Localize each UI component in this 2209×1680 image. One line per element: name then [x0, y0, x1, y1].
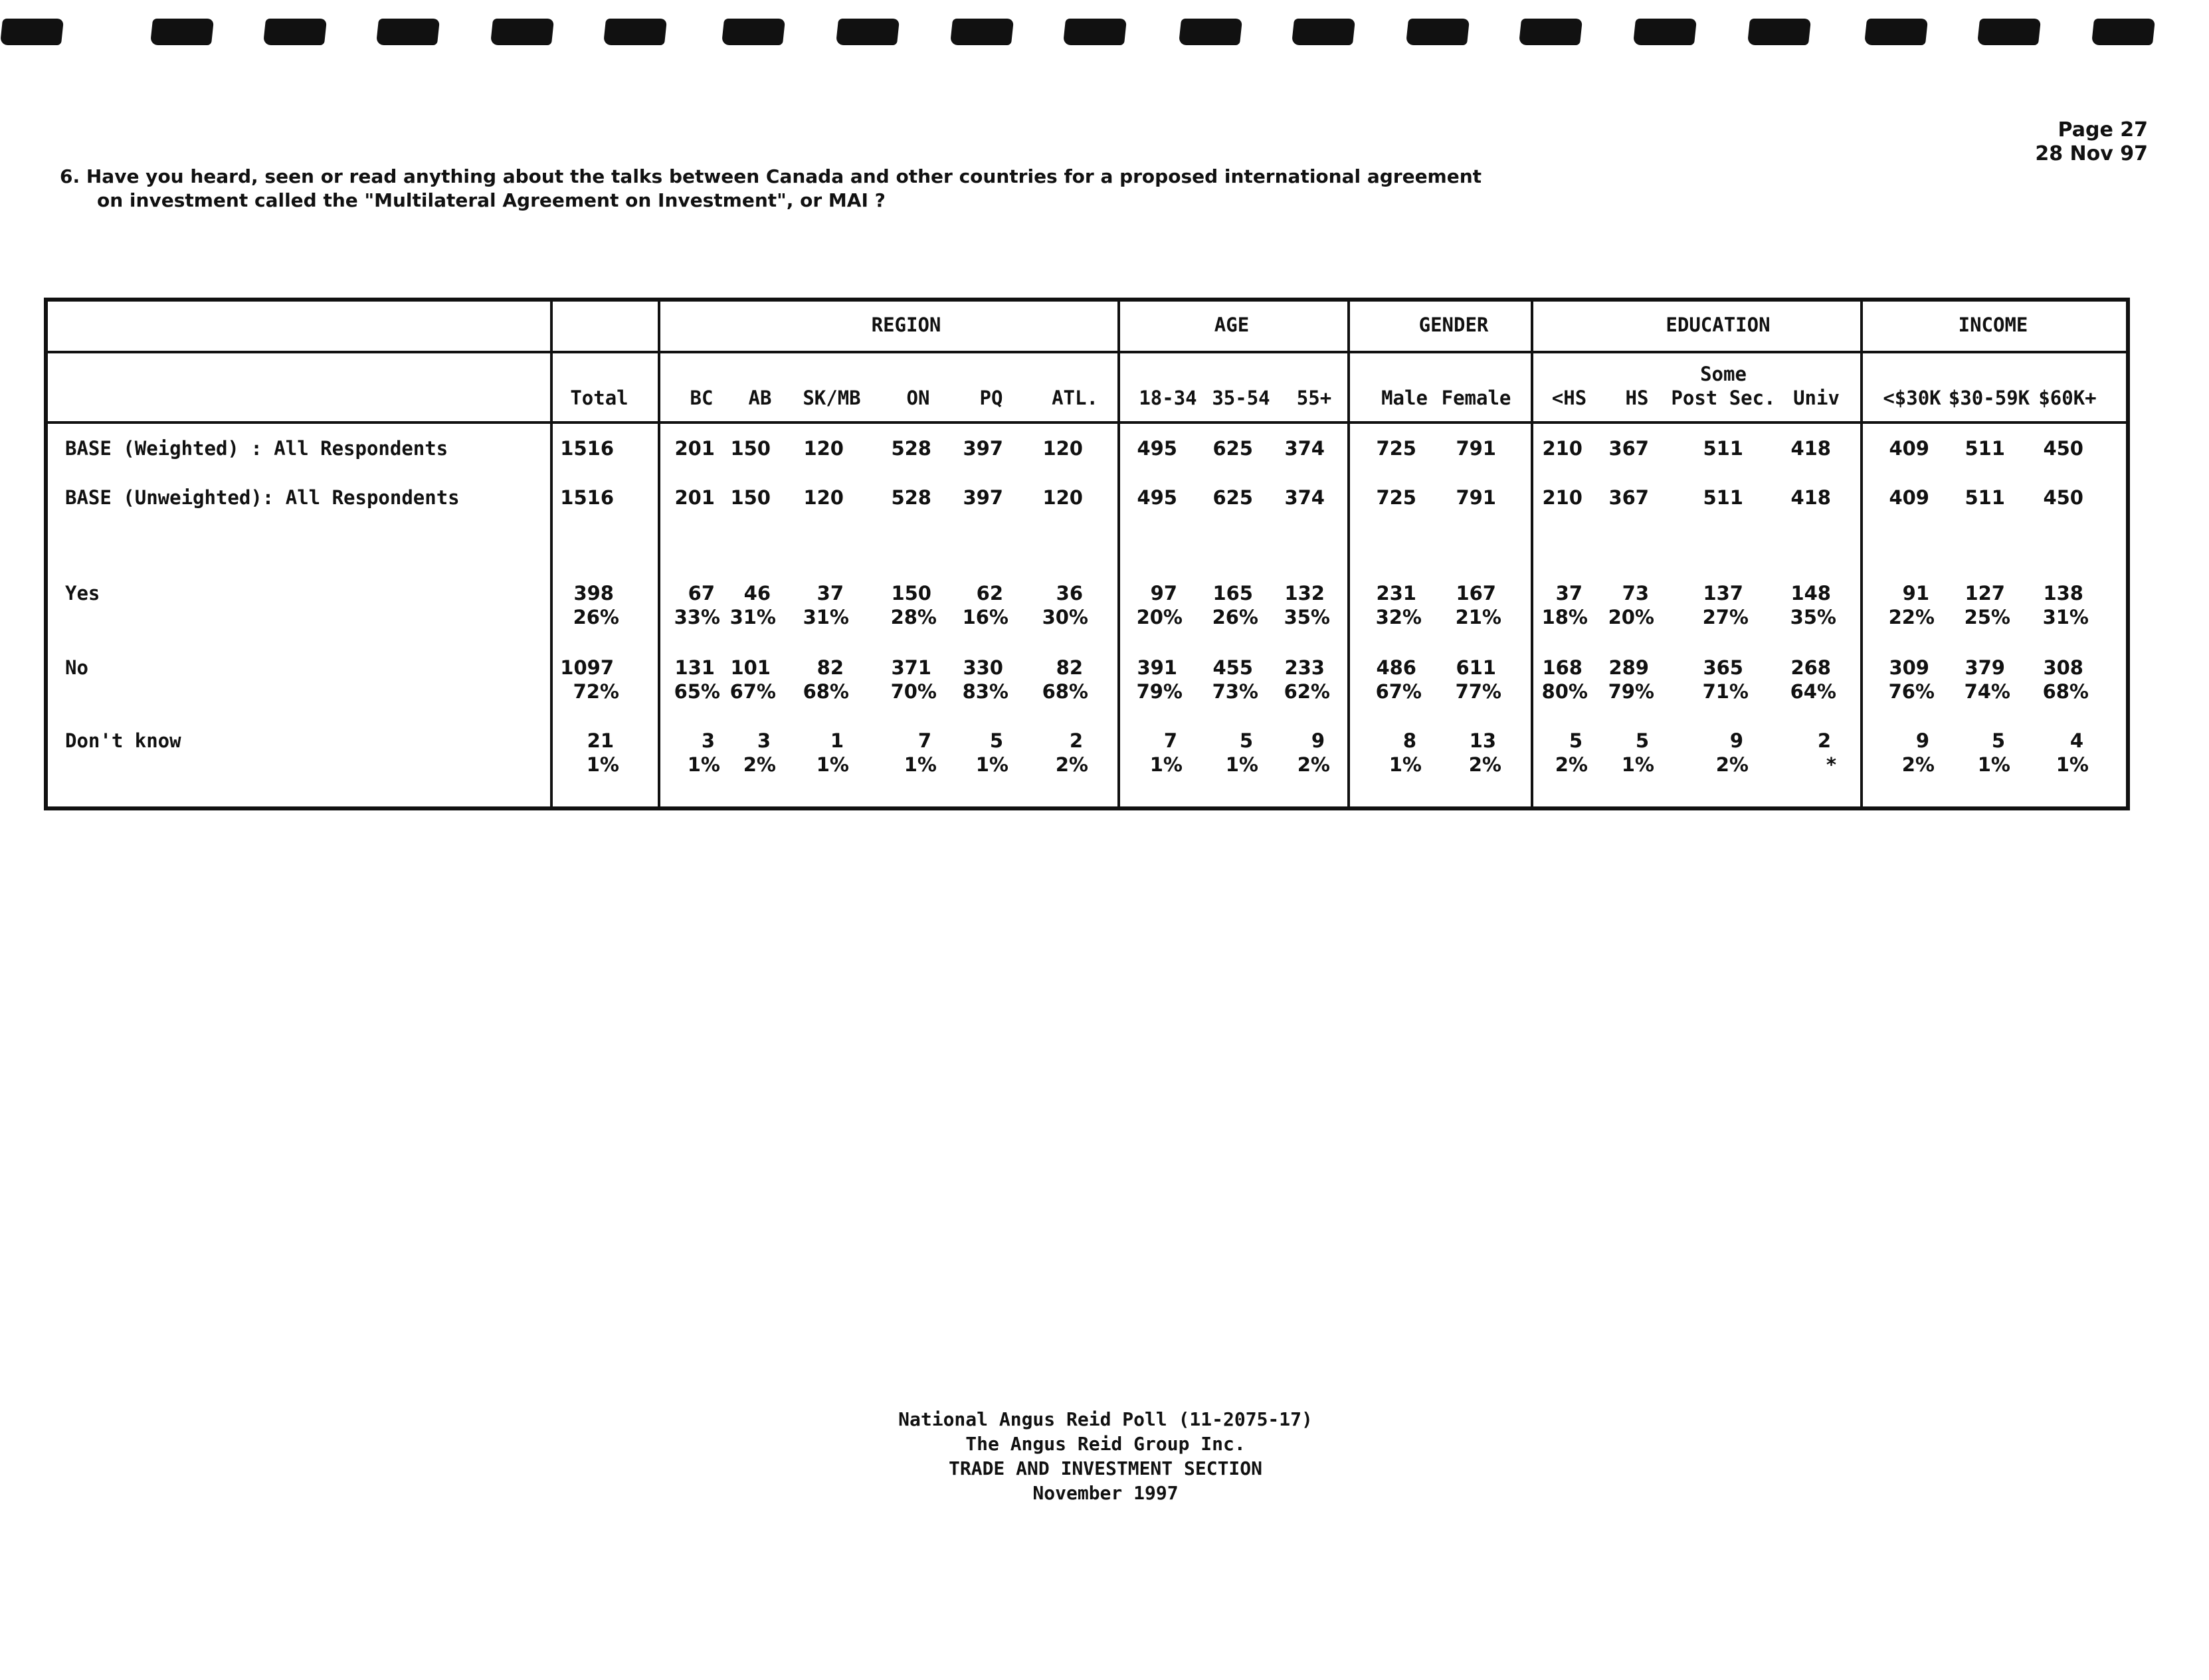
question-text [60, 165, 1482, 213]
answer-count-cell: 611 [1456, 656, 1496, 679]
answer-percent-cell: 16% [962, 606, 1008, 628]
answer-percent-cell: 21% [1455, 606, 1501, 628]
base-row-cell: 120 [803, 437, 844, 460]
col-header-bc: BC [690, 387, 714, 409]
answer-count-cell: 9 [1311, 729, 1325, 752]
footer-date: November 1997 [1032, 1482, 1179, 1504]
question-line-2: on investment called the "Multilateral Agreement on Investment", or MAI ? [97, 189, 886, 211]
page-date: 28 Nov 97 [2035, 142, 2148, 165]
answer-count-cell: 309 [1889, 656, 1929, 679]
base-row-cell: 791 [1456, 486, 1496, 509]
answer-row-label: No [65, 656, 88, 679]
col-header-lt-30k: <$30K [1883, 387, 1941, 409]
answer-percent-cell: 20% [1608, 606, 1654, 628]
answer-percent-cell: 68% [1042, 680, 1088, 703]
answer-percent-cell: 33% [674, 606, 720, 628]
answer-percent-cell: 32% [1375, 606, 1422, 628]
group-header-gender: GENDER [1418, 314, 1489, 336]
base-row-cell: 450 [2043, 437, 2083, 460]
answer-count-cell: 138 [2043, 582, 2083, 605]
answer-percent-cell: 68% [803, 680, 849, 703]
answer-percent-cell: 2% [1297, 753, 1330, 776]
answer-percent-cell: 64% [1790, 680, 1836, 703]
answer-percent-cell: 35% [1284, 606, 1330, 628]
col-header-male: Male [1381, 387, 1428, 409]
answer-percent-cell: 22% [1888, 606, 1935, 628]
answer-count-cell: 231 [1376, 582, 1416, 605]
answer-count-cell: 37 [1555, 582, 1583, 605]
answer-percent-cell: 83% [962, 680, 1008, 703]
answer-count-cell: 7 [917, 729, 931, 752]
answer-count-cell: 4 [2069, 729, 2083, 752]
perforation-mark [490, 19, 554, 45]
region-column-rule [1117, 302, 1120, 806]
answer-percent-cell: 1% [816, 753, 849, 776]
perforation-mark [1633, 19, 1697, 45]
col-header-30-59k: $30-59K [1948, 387, 2030, 409]
perforation-mark [1519, 19, 1583, 45]
base-row-label: BASE (Unweighted): All Respondents [65, 486, 460, 509]
perforation-mark [1063, 19, 1127, 45]
base-row-cell: 1516 [560, 486, 614, 509]
answer-count-cell: 2 [1817, 729, 1831, 752]
answer-count-cell: 1097 [560, 656, 614, 679]
answer-count-cell: 5 [989, 729, 1003, 752]
base-row-cell: 409 [1889, 437, 1929, 460]
answer-percent-cell: 1% [975, 753, 1008, 776]
page-header [2035, 118, 2148, 166]
answer-count-cell: 233 [1284, 656, 1325, 679]
answer-percent-cell: 62% [1284, 680, 1330, 703]
base-row-cell: 397 [963, 486, 1003, 509]
answer-percent-cell: 1% [904, 753, 937, 776]
answer-percent-cell: 2% [1468, 753, 1501, 776]
perforation-mark [1406, 19, 1470, 45]
answer-count-cell: 73 [1622, 582, 1649, 605]
base-row-cell: 201 [674, 486, 715, 509]
base-row-cell: 367 [1608, 437, 1649, 460]
crosstab-table [44, 298, 2130, 810]
answer-row-label: Yes [65, 582, 100, 605]
base-row-cell: 409 [1889, 486, 1929, 509]
answer-count-cell: 5 [1991, 729, 2005, 752]
base-row-cell: 374 [1284, 437, 1325, 460]
col-header-55plus: 55+ [1296, 387, 1332, 409]
answer-count-cell: 62 [976, 582, 1003, 605]
base-row-cell: 495 [1137, 437, 1177, 460]
total-column-rule [658, 302, 660, 806]
col-header-univ: Univ [1793, 387, 1840, 409]
col-header-some: Some [1700, 363, 1747, 385]
base-row-cell: 418 [1790, 437, 1831, 460]
group-header-region: REGION [871, 314, 941, 336]
perforation-mark [721, 19, 785, 45]
answer-count-cell: 97 [1150, 582, 1177, 605]
answer-percent-cell: 76% [1888, 680, 1935, 703]
answer-percent-cell: 68% [2042, 680, 2089, 703]
answer-count-cell: 37 [816, 582, 844, 605]
answer-percent-cell: 31% [803, 606, 849, 628]
base-row-cell: 495 [1137, 486, 1177, 509]
answer-count-cell: 9 [1915, 729, 1929, 752]
perforation-mark [376, 19, 440, 45]
answer-count-cell: 13 [1469, 729, 1496, 752]
answer-percent-cell: * [1826, 753, 1836, 776]
answer-count-cell: 168 [1542, 656, 1583, 679]
gender-column-rule [1531, 302, 1533, 806]
answer-percent-cell: 18% [1541, 606, 1588, 628]
base-row-cell: 120 [1042, 437, 1083, 460]
answer-count-cell: 127 [1965, 582, 2005, 605]
label-column-rule [550, 302, 553, 806]
answer-percent-cell: 1% [1621, 753, 1654, 776]
answer-percent-cell: 67% [1375, 680, 1422, 703]
footer-poll-name: National Angus Reid Poll (11-2075-17) [898, 1408, 1313, 1430]
answer-percent-cell: 20% [1136, 606, 1183, 628]
col-header-60k-plus: $60K+ [2038, 387, 2097, 409]
col-header-on: ON [906, 387, 930, 409]
perforation-strip [0, 19, 2209, 65]
answer-percent-cell: 2% [743, 753, 776, 776]
answer-percent-cell: 71% [1702, 680, 1749, 703]
base-row-cell: 625 [1212, 437, 1253, 460]
answer-count-cell: 5 [1239, 729, 1253, 752]
base-row-cell: 528 [891, 437, 931, 460]
base-row-cell: 1516 [560, 437, 614, 460]
answer-percent-cell: 79% [1136, 680, 1183, 703]
perforation-mark [263, 19, 327, 45]
footer-company: The Angus Reid Group Inc. [965, 1433, 1246, 1455]
header-bottom-rule [48, 421, 2126, 424]
perforation-mark [150, 19, 214, 45]
answer-percent-cell: 27% [1702, 606, 1749, 628]
answer-row-label: Don't know [65, 729, 181, 752]
base-row-cell: 374 [1284, 486, 1325, 509]
footer-section: TRADE AND INVESTMENT SECTION [948, 1457, 1263, 1479]
perforation-mark [1179, 19, 1242, 45]
answer-percent-cell: 31% [2042, 606, 2089, 628]
perforation-mark [603, 19, 667, 45]
base-row-cell: 725 [1376, 437, 1416, 460]
answer-count-cell: 330 [963, 656, 1003, 679]
answer-percent-cell: 72% [573, 680, 619, 703]
question-line-1: 6. Have you heard, seen or read anything about the talks between Canada and other countries for a proposed international agreement [60, 165, 1482, 187]
col-header-skmb: SK/MB [803, 387, 861, 409]
answer-count-cell: 455 [1212, 656, 1253, 679]
page-number: Page 27 [2058, 118, 2148, 141]
answer-count-cell: 379 [1965, 656, 2005, 679]
perforation-mark [0, 19, 64, 45]
answer-percent-cell: 30% [1042, 606, 1088, 628]
answer-count-cell: 3 [757, 729, 771, 752]
perforation-mark [2091, 19, 2155, 45]
answer-count-cell: 165 [1212, 582, 1253, 605]
answer-count-cell: 36 [1056, 582, 1083, 605]
answer-count-cell: 8 [1402, 729, 1416, 752]
answer-percent-cell: 1% [1149, 753, 1183, 776]
answer-count-cell: 21 [587, 729, 614, 752]
perforation-mark [1977, 19, 2041, 45]
answer-count-cell: 9 [1729, 729, 1743, 752]
base-row-cell: 511 [1965, 437, 2005, 460]
answer-percent-cell: 67% [729, 680, 776, 703]
answer-percent-cell: 1% [586, 753, 619, 776]
answer-percent-cell: 1% [1977, 753, 2010, 776]
base-row-cell: 528 [891, 486, 931, 509]
answer-count-cell: 150 [891, 582, 931, 605]
base-row-cell: 210 [1542, 437, 1583, 460]
answer-percent-cell: 1% [1225, 753, 1258, 776]
col-header-pq: PQ [979, 387, 1003, 409]
answer-count-cell: 7 [1163, 729, 1177, 752]
answer-percent-cell: 74% [1964, 680, 2010, 703]
answer-count-cell: 398 [573, 582, 614, 605]
col-header-hs: HS [1625, 387, 1649, 409]
answer-percent-cell: 80% [1541, 680, 1588, 703]
answer-percent-cell: 1% [687, 753, 720, 776]
base-row-cell: 210 [1542, 486, 1583, 509]
footer [898, 1407, 1313, 1505]
answer-percent-cell: 2% [1055, 753, 1088, 776]
age-column-rule [1347, 302, 1350, 806]
answer-percent-cell: 35% [1790, 606, 1836, 628]
answer-percent-cell: 2% [1901, 753, 1935, 776]
answer-percent-cell: 2% [1555, 753, 1588, 776]
answer-count-cell: 391 [1137, 656, 1177, 679]
answer-percent-cell: 1% [1389, 753, 1422, 776]
answer-count-cell: 289 [1608, 656, 1649, 679]
col-header-35-54: 35-54 [1212, 387, 1270, 409]
answer-count-cell: 2 [1069, 729, 1083, 752]
base-row-cell: 150 [730, 486, 771, 509]
answer-count-cell: 67 [688, 582, 715, 605]
answer-count-cell: 5 [1569, 729, 1583, 752]
base-row-cell: 367 [1608, 486, 1649, 509]
base-row-cell: 791 [1456, 437, 1496, 460]
header-rule [48, 351, 2126, 353]
answer-count-cell: 3 [701, 729, 715, 752]
answer-percent-cell: 26% [1212, 606, 1258, 628]
col-header-lt-hs: <HS [1551, 387, 1587, 409]
answer-percent-cell: 70% [890, 680, 937, 703]
answer-count-cell: 82 [816, 656, 844, 679]
answer-count-cell: 137 [1703, 582, 1743, 605]
col-header-post-sec: Post Sec. [1671, 387, 1776, 409]
base-row-label: BASE (Weighted) : All Respondents [65, 437, 448, 460]
answer-percent-cell: 73% [1212, 680, 1258, 703]
base-row-cell: 511 [1965, 486, 2005, 509]
education-column-rule [1860, 302, 1863, 806]
answer-count-cell: 5 [1635, 729, 1649, 752]
answer-count-cell: 268 [1790, 656, 1831, 679]
answer-count-cell: 308 [2043, 656, 2083, 679]
base-row-cell: 511 [1703, 437, 1743, 460]
answer-percent-cell: 28% [890, 606, 937, 628]
answer-count-cell: 1 [830, 729, 844, 752]
base-row-cell: 625 [1212, 486, 1253, 509]
perforation-mark [1864, 19, 1928, 45]
perforation-mark [1747, 19, 1811, 45]
base-row-cell: 120 [1042, 486, 1083, 509]
answer-percent-cell: 79% [1608, 680, 1654, 703]
group-header-income: INCOME [1958, 314, 2028, 336]
answer-count-cell: 148 [1790, 582, 1831, 605]
base-row-cell: 511 [1703, 486, 1743, 509]
col-header-18-34: 18-34 [1139, 387, 1197, 409]
answer-count-cell: 132 [1284, 582, 1325, 605]
base-row-cell: 450 [2043, 486, 2083, 509]
answer-percent-cell: 2% [1715, 753, 1749, 776]
answer-count-cell: 46 [743, 582, 771, 605]
answer-percent-cell: 31% [729, 606, 776, 628]
answer-percent-cell: 1% [2056, 753, 2089, 776]
col-header-female: Female [1441, 387, 1511, 409]
answer-count-cell: 101 [730, 656, 771, 679]
base-row-cell: 725 [1376, 486, 1416, 509]
base-row-cell: 201 [674, 437, 715, 460]
answer-percent-cell: 65% [674, 680, 720, 703]
base-row-cell: 120 [803, 486, 844, 509]
perforation-mark [950, 19, 1014, 45]
answer-count-cell: 91 [1902, 582, 1929, 605]
perforation-mark [836, 19, 900, 45]
answer-count-cell: 167 [1456, 582, 1496, 605]
answer-percent-cell: 77% [1455, 680, 1501, 703]
base-row-cell: 418 [1790, 486, 1831, 509]
answer-percent-cell: 26% [573, 606, 619, 628]
base-row-cell: 397 [963, 437, 1003, 460]
answer-count-cell: 82 [1056, 656, 1083, 679]
base-row-cell: 150 [730, 437, 771, 460]
answer-percent-cell: 25% [1964, 606, 2010, 628]
answer-count-cell: 365 [1703, 656, 1743, 679]
group-header-education: EDUCATION [1666, 314, 1771, 336]
col-header-total: Total [570, 387, 628, 409]
answer-count-cell: 486 [1376, 656, 1416, 679]
group-header-age: AGE [1214, 314, 1250, 336]
answer-count-cell: 131 [674, 656, 715, 679]
col-header-ab: AB [748, 387, 772, 409]
col-header-atl: ATL. [1052, 387, 1098, 409]
perforation-mark [1292, 19, 1355, 45]
answer-count-cell: 371 [891, 656, 931, 679]
